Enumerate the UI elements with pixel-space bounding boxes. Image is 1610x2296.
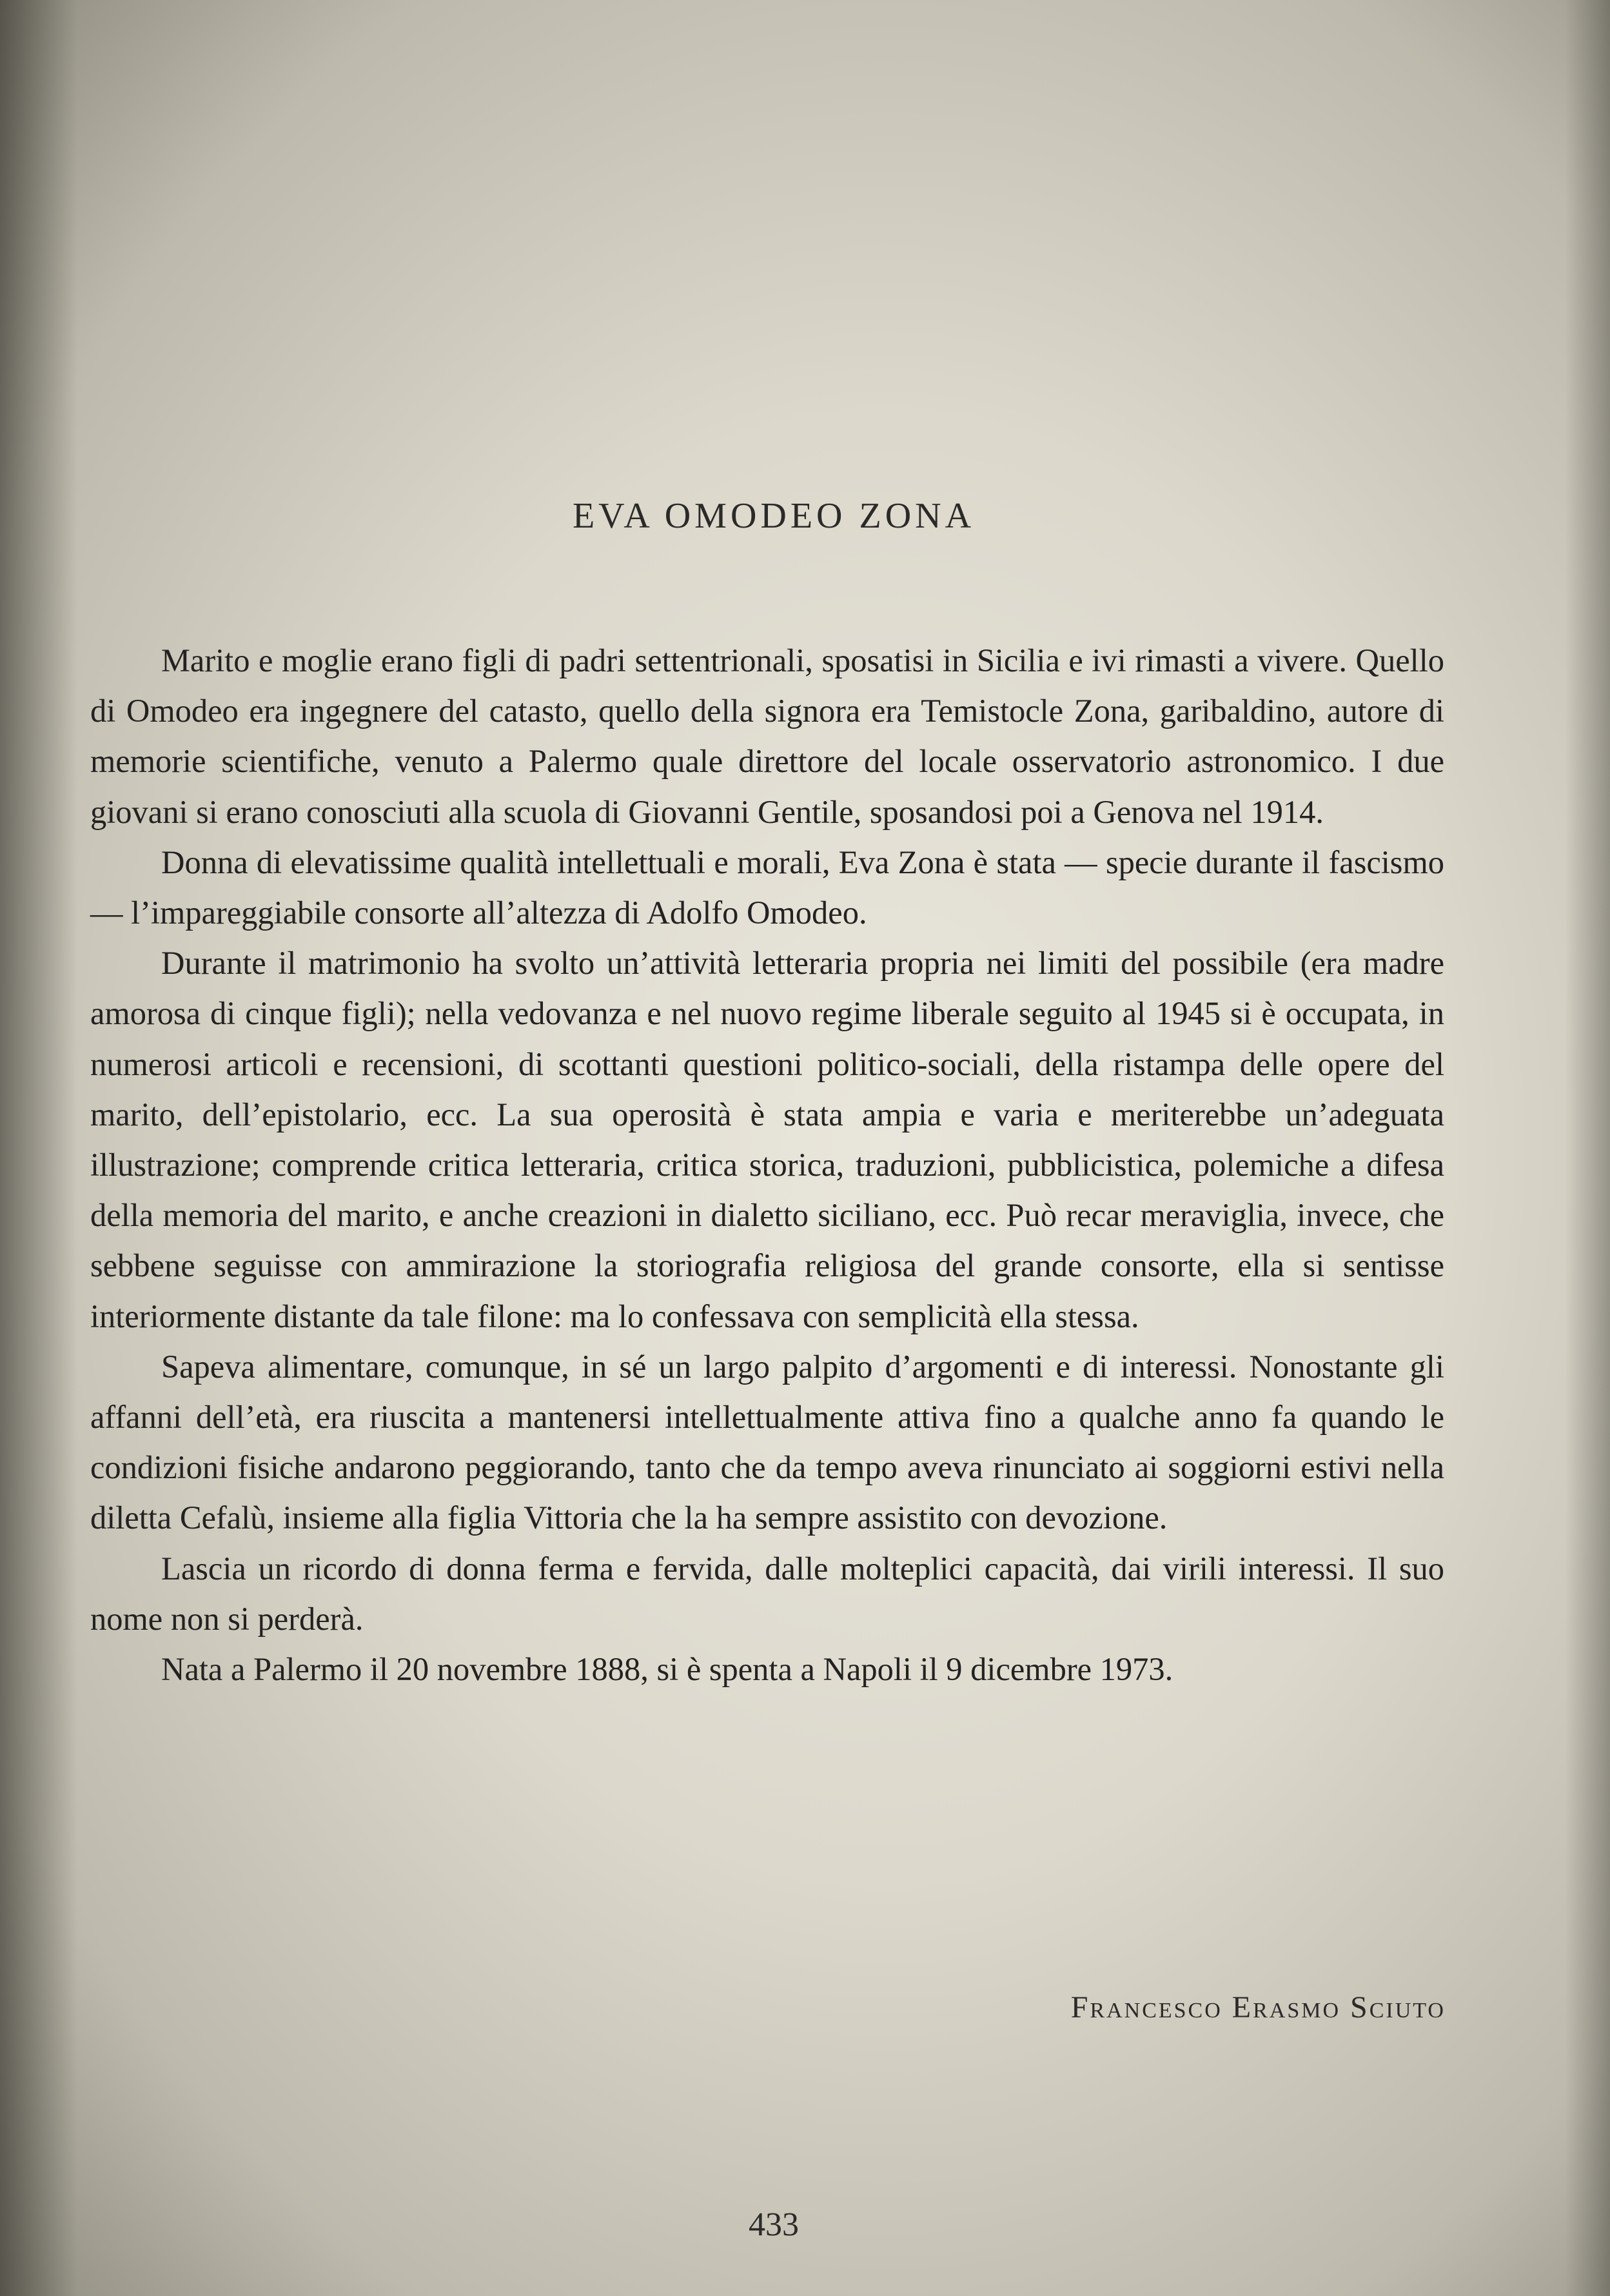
article-title: EVA OMODEO ZONA: [572, 496, 976, 536]
article-body: [90, 635, 1444, 1694]
page-number: 433: [749, 2206, 799, 2243]
paragraph-6: Nata a Palermo il 20 novembre 1888, si è spenta a Napoli il 9 dicembre 1973.: [161, 1651, 1173, 1688]
paragraph-3: Durante il matrimonio ha svolto un’attività letteraria propria nei limiti del possibile (era madre amorosa di cinque figli); nella vedovanza e nel nuovo regime liberale seguito al 1945 si è occupata, in numerosi articoli e recensioni, di scottanti questioni politico-sociali, della ristampa delle opere del marito, dell’epistolario, ecc. La sua operosità è stata ampia e varia e meriterebbe un’adeguata illustrazione; comprende critica letteraria, critica storica, traduzioni, pubblicistica, polemiche a difesa della memoria del marito, e anche creazioni in dialetto siciliano, ecc. Può recar meraviglia, invece, che sebbene seguisse con ammirazione la storiografia religiosa del grande consorte, ella si sentisse interiormente distante da tale filone: ma lo confessava con semplicità ella stessa.: [90, 945, 1444, 1334]
author-signature: Francesco Erasmo Sciuto: [1070, 1990, 1446, 2024]
paragraph-5: Lascia un ricordo di donna ferma e fervida, dalle molteplici capacità, dai virili interessi. Il suo nome non si perderà.: [90, 1550, 1444, 1637]
paragraph-1: Marito e moglie erano figli di padri settentrionali, sposatisi in Sicilia e ivi rimasti a vivere. Quello di Omodeo era ingegnere del catasto, quello della signora era Temistocle Zona, garibaldino, autore di memorie scientifiche, venuto a Palermo quale direttore del locale osservatorio astronomico. I due giovani si erano conosciuti alla scuola di Giovanni Gentile, sposandosi poi a Genova nel 1914.: [90, 642, 1444, 830]
paragraph-2: Donna di elevatissime qualità intellettuali e morali, Eva Zona è stata — specie durante il fascismo — l’impareggiabile consorte all’altezza di Adolfo Omodeo.: [90, 844, 1444, 931]
paragraph-4: Sapeva alimentare, comunque, in sé un largo palpito d’argomenti e di interessi. Nonostante gli affanni dell’età, era riuscita a mantenersi intellettualmente attiva fino a qualche anno fa quando le condizioni fisiche andarono peggiorando, tanto che da tempo aveva rinunciato ai soggiorni estivi nella diletta Cefalù, insieme alla figlia Vittoria che la ha sempre assistito con devozione.: [90, 1348, 1444, 1536]
